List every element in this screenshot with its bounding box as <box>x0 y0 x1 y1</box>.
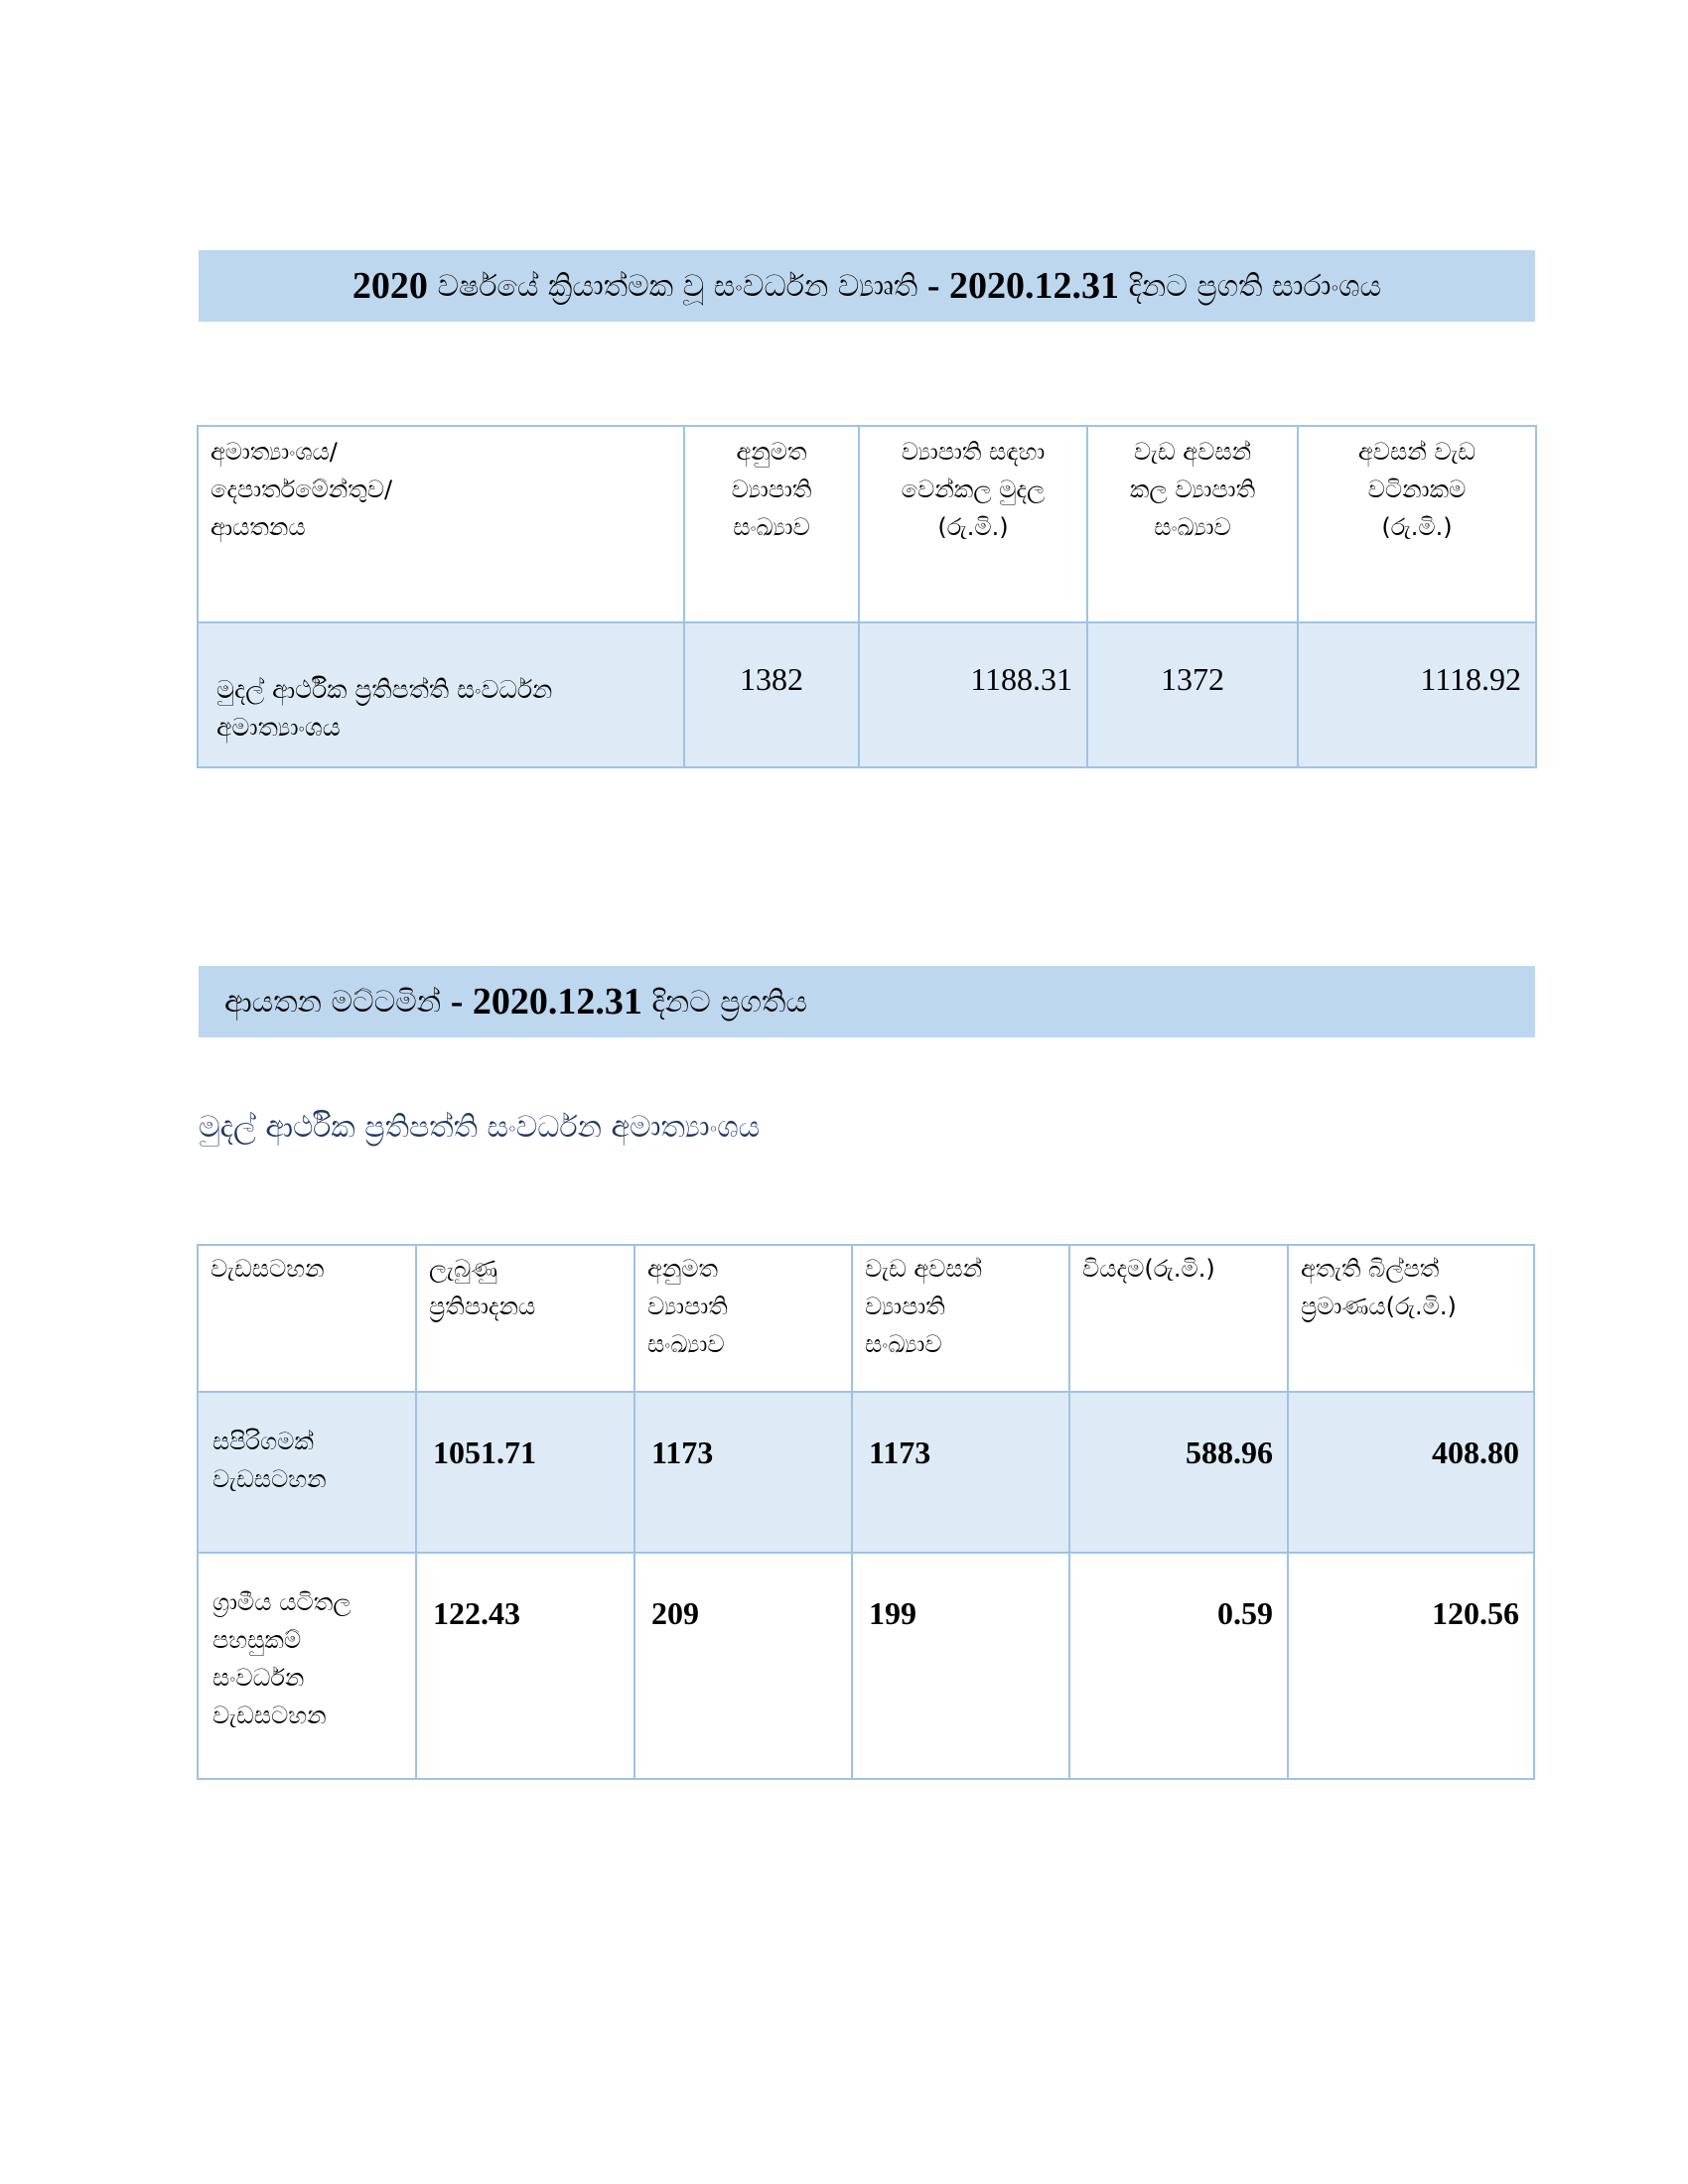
bills-amount: 408.80 <box>1288 1392 1534 1553</box>
header-approved-count: අනුමත ව්‍යාපාති සංඛ්‍යාව <box>684 426 859 622</box>
approved-count: 1382 <box>684 622 859 767</box>
program-table <box>197 1244 1535 1780</box>
completed-count: 1372 <box>1087 622 1298 767</box>
program-name: සපිරිගමක් වැඩසටහන <box>198 1392 416 1553</box>
header-program: වැඩසටහන <box>198 1245 416 1392</box>
received-amount: 122.43 <box>416 1553 634 1779</box>
expenditure-amount: 0.59 <box>1069 1553 1288 1779</box>
table-row <box>198 622 1536 767</box>
program-name: ග්‍රාමීය යටිතල පහසුකම් සංවර්ධන වැඩසටහන <box>198 1553 416 1779</box>
header-bills: අතැති බිල්පත් ප්‍රමාණය(රු.මි.) <box>1288 1245 1534 1392</box>
bills-amount: 120.56 <box>1288 1553 1534 1779</box>
header-approved: අනුමත ව්‍යාපාති සංඛ්‍යාව <box>634 1245 852 1392</box>
summary-table <box>197 425 1537 768</box>
header-expenditure: වියදම(රු.මි.) <box>1069 1245 1288 1392</box>
banner2-text-a: ආයතන මට්ටමින් <box>224 984 442 1020</box>
banner-separator: - <box>926 265 940 307</box>
completed-value: 1118.92 <box>1298 622 1536 767</box>
header-completed: වැඩ අවසන් ව්‍යාපාති සංඛ්‍යාව <box>852 1245 1069 1392</box>
table-row <box>198 1553 1534 1779</box>
header-completed-value: අවසන් වැඩ වටිනාකම (රු.මි.) <box>1298 426 1536 622</box>
completed-count: 199 <box>852 1553 1069 1779</box>
banner-date: 2020.12.31 <box>949 265 1120 307</box>
summary-header-row <box>198 426 1536 622</box>
banner2-separator: - <box>450 981 464 1023</box>
header-allocated-amount: ව්‍යාපාති සඳහා වෙන්කල මුදල (රු.මි.) <box>859 426 1087 622</box>
header-ministry: අමාත්‍යාංශය/ දෙපාර්තමේන්තුව/ ආයතනය <box>198 426 684 622</box>
header-completed-count: වැඩ අවසන් කල ව්‍යාපාති සංඛ්‍යාව <box>1087 426 1298 622</box>
banner2-date: 2020.12.31 <box>472 981 642 1023</box>
header-received: ලැබුණු ප්‍රතිපාදනය <box>416 1245 634 1392</box>
allocated-amount: 1188.31 <box>859 622 1087 767</box>
banner2-text-b: දිනට ප්‍රගතිය <box>651 984 807 1020</box>
completed-count: 1173 <box>852 1392 1069 1553</box>
received-amount: 1051.71 <box>416 1392 634 1553</box>
institution-banner <box>199 966 1535 1037</box>
banner-year: 2020 <box>352 265 428 307</box>
table-row <box>198 1392 1534 1553</box>
expenditure-amount: 588.96 <box>1069 1392 1288 1553</box>
ministry-heading: මුදල් ආර්ථික ප්‍රතිපත්ති සංවර්ධන අමාත්‍යාංශය <box>199 1110 761 1145</box>
program-header-row <box>198 1245 1534 1392</box>
banner-text-b: දිනට ප්‍රගති සාරාංශය <box>1128 268 1382 304</box>
summary-banner <box>199 250 1535 322</box>
approved-count: 1173 <box>634 1392 852 1553</box>
banner-text-a: වර්ෂයේ ක්‍රියාත්මක වූ සංවර්ධන ව්‍යාෘති <box>437 268 918 304</box>
approved-count: 209 <box>634 1553 852 1779</box>
ministry-name: මුදල් ආර්ථික ප්‍රතිපත්ති සංවර්ධන අමාත්‍යාංශය <box>198 622 684 767</box>
